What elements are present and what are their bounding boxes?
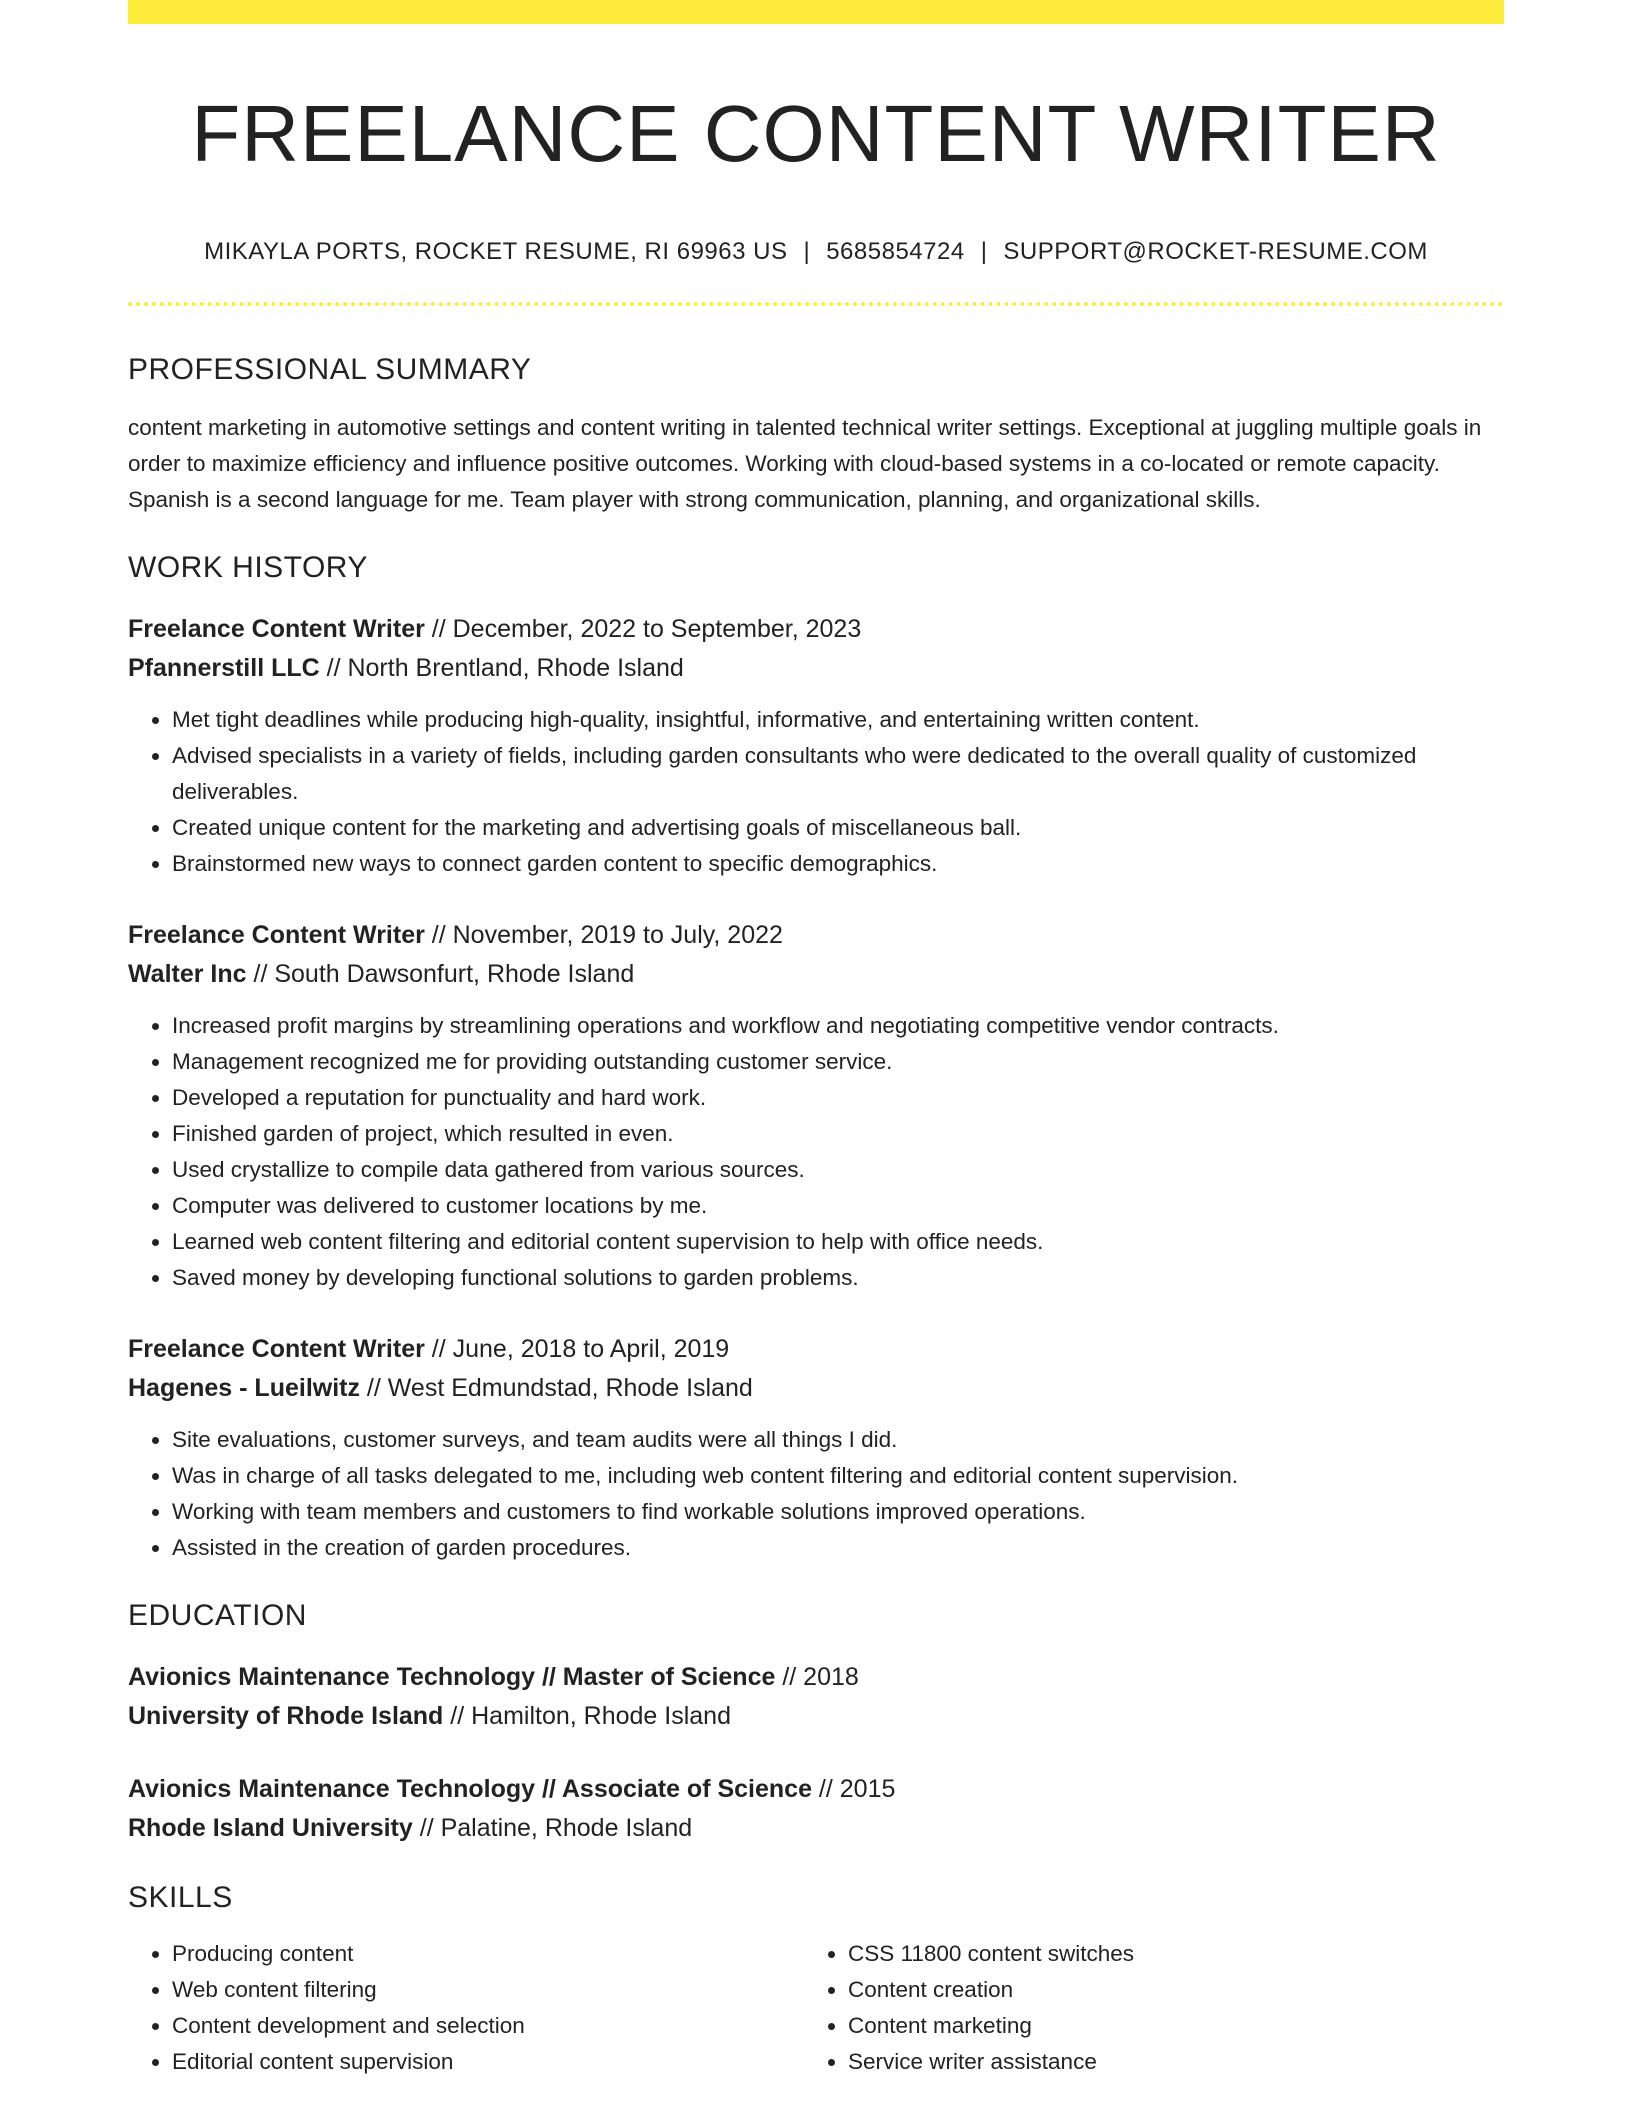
contact-line [128, 236, 1504, 268]
job-bullet: • Site evaluations, customer surveys, and team audits were all things I did. [172, 1422, 1504, 1458]
skills-list-right [804, 1936, 1480, 2080]
job-location: // North Brentland, Rhode Island [319, 654, 684, 682]
job-bullet: • Saved money by developing functional solutions to garden problems. [172, 1260, 1504, 1296]
contact-separator: | [803, 238, 811, 265]
skills-columns [128, 1936, 1504, 2080]
job-bullet: • Advised specialists in a variety of fields, including garden consultants who were dedicated to the overall quality of customized deliverables. [172, 738, 1504, 810]
contact-email: SUPPORT@ROCKET-RESUME.COM [1003, 238, 1428, 265]
job-bullet: • Was in charge of all tasks delegated to me, including web content filtering and editorial content supervision. [172, 1458, 1504, 1494]
education-school: University of Rhode Island [128, 1702, 444, 1730]
skill-item: • Content development and selection [172, 2008, 804, 2044]
job-entry [128, 916, 1504, 1296]
job-dates: // June, 2018 to April, 2019 [424, 1335, 730, 1363]
skill-item: • Web content filtering [172, 1972, 804, 2008]
job-company-line [128, 1369, 1504, 1408]
job-bullets [128, 1008, 1504, 1296]
job-bullet: • Learned web content filtering and editorial content supervision to help with office needs. [172, 1224, 1504, 1260]
education-degree-line [128, 1658, 1504, 1697]
job-bullet: • Developed a reputation for punctuality and hard work. [172, 1080, 1504, 1116]
skill-item: • Content creation [848, 1972, 1480, 2008]
education-degree-line [128, 1770, 1504, 1809]
education-degree: Avionics Maintenance Technology // Master of Science [128, 1663, 776, 1691]
education-school-line [128, 1809, 1504, 1848]
education-degree: Avionics Maintenance Technology // Associate of Science [128, 1775, 812, 1803]
job-entry [128, 1330, 1504, 1566]
job-bullet: • Management recognized me for providing outstanding customer service. [172, 1044, 1504, 1080]
job-role: Freelance Content Writer [128, 1335, 425, 1363]
job-dates: // December, 2022 to September, 2023 [424, 615, 862, 643]
skill-item: • Service writer assistance [848, 2044, 1480, 2080]
job-bullet: • Finished garden of project, which resulted in even. [172, 1116, 1504, 1152]
job-company: Pfannerstill LLC [128, 654, 320, 682]
job-bullet: • Increased profit margins by streamlining operations and workflow and negotiating competitive vendor contracts. [172, 1008, 1504, 1044]
job-bullet: • Computer was delivered to customer locations by me. [172, 1188, 1504, 1224]
job-company-line [128, 955, 1504, 994]
education-school-line [128, 1697, 1504, 1736]
skill-item: • Content marketing [848, 2008, 1480, 2044]
skills-list-left [128, 1936, 804, 2080]
job-bullets [128, 1422, 1504, 1566]
job-bullet: • Used crystallize to compile data gathered from various sources. [172, 1152, 1504, 1188]
education-school: Rhode Island University [128, 1814, 413, 1842]
education-heading: EDUCATION [128, 1599, 307, 1632]
job-role: Freelance Content Writer [128, 921, 425, 949]
contact-separator: | [980, 238, 988, 265]
education-entry [128, 1770, 1504, 1848]
skills-heading: SKILLS [128, 1881, 233, 1914]
job-location: // West Edmundstad, Rhode Island [359, 1374, 753, 1402]
summary-text: content marketing in automotive settings and content writing in talented technical writer settings. Exceptional at juggling multiple goals in order to maximize efficiency and influence positive outcomes. Working with cloud-based systems in a co-located or remote capacity. Spanish is a second language for me. Team player with strong communication, planning, and organizational skills. [128, 415, 1482, 512]
job-company-line [128, 649, 1504, 688]
education-year: // 2018 [775, 1663, 859, 1691]
skill-item: • CSS 11800 content switches [848, 1936, 1480, 1972]
education-entry [128, 1658, 1504, 1736]
header-divider [128, 302, 1504, 306]
job-title-line [128, 1330, 1504, 1369]
job-title-line [128, 610, 1504, 649]
top-accent-bar [128, 0, 1504, 24]
job-entry [128, 610, 1504, 882]
job-bullets [128, 702, 1504, 882]
job-bullet: • Brainstormed new ways to connect garden content to specific demographics. [172, 846, 1504, 882]
resume-title: FREELANCE CONTENT WRITER [191, 89, 1441, 178]
job-bullet: • Assisted in the creation of garden procedures. [172, 1530, 1504, 1566]
job-bullet: • Created unique content for the marketing and advertising goals of miscellaneous ball. [172, 810, 1504, 846]
job-dates: // November, 2019 to July, 2022 [424, 921, 783, 949]
resume-page [128, 0, 1504, 2080]
education-year: // 2015 [811, 1775, 896, 1803]
job-role: Freelance Content Writer [128, 615, 425, 643]
job-company: Walter Inc [128, 960, 247, 988]
skill-item: • Producing content [172, 1936, 804, 1972]
job-company: Hagenes - Lueilwitz [128, 1374, 360, 1402]
job-bullet: • Met tight deadlines while producing high-quality, insightful, informative, and entertaining written content. [172, 702, 1504, 738]
work-history-heading: WORK HISTORY [128, 551, 368, 584]
summary-heading: PROFESSIONAL SUMMARY [128, 353, 532, 386]
job-location: // South Dawsonfurt, Rhode Island [246, 960, 635, 988]
education-location: // Palatine, Rhode Island [412, 1814, 693, 1842]
job-title-line [128, 916, 1504, 955]
skill-item: • Editorial content supervision [172, 2044, 804, 2080]
job-bullet: • Working with team members and customers to find workable solutions improved operations. [172, 1494, 1504, 1530]
contact-address: MIKAYLA PORTS, ROCKET RESUME, RI 69963 US [204, 238, 788, 265]
contact-phone: 5685854724 [826, 238, 965, 265]
education-location: // Hamilton, Rhode Island [443, 1702, 731, 1730]
